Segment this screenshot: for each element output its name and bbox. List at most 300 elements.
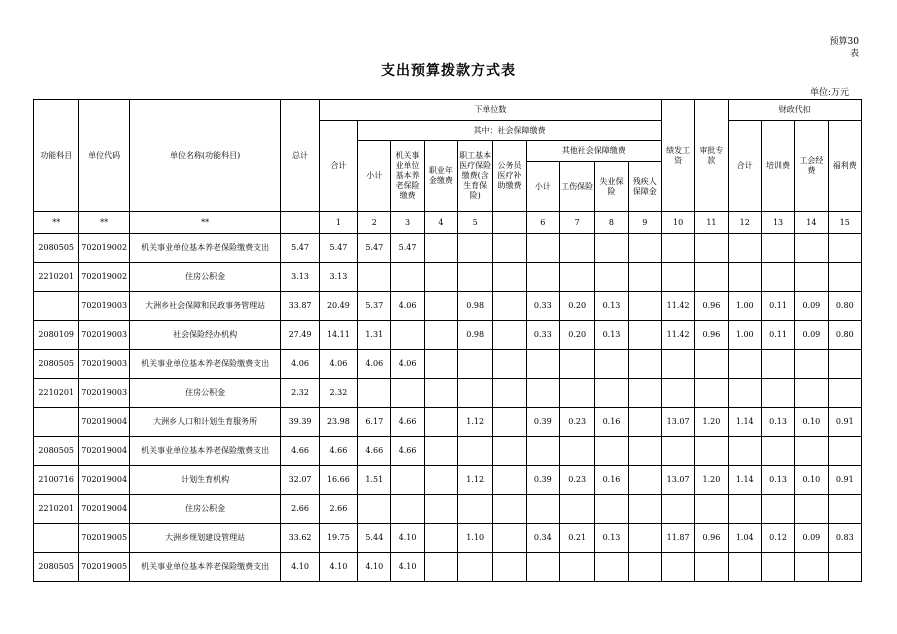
table-cell — [493, 321, 526, 350]
table-cell — [493, 408, 526, 437]
table-cell — [595, 495, 628, 524]
index-cell: 10 — [661, 212, 694, 234]
table-cell: 4.10 — [391, 524, 424, 553]
table-cell — [828, 234, 862, 263]
table-cell: 4.10 — [281, 553, 319, 582]
table-cell — [828, 350, 862, 379]
header-unemployment: 失业保险 — [595, 162, 628, 212]
table-cell: 2210201 — [34, 495, 79, 524]
table-cell — [34, 408, 79, 437]
table-cell — [695, 263, 728, 292]
table-cell — [728, 553, 761, 582]
index-cell: 2 — [358, 212, 391, 234]
table-cell — [695, 234, 728, 263]
table-cell: 5.47 — [358, 234, 391, 263]
table-row — [34, 524, 862, 553]
table-cell: 702019002 — [79, 263, 129, 292]
table-cell: 0.21 — [559, 524, 594, 553]
table-cell — [424, 553, 457, 582]
index-cell: 4 — [424, 212, 457, 234]
table-number-line1: 预算30 — [829, 37, 859, 47]
table-cell — [595, 437, 628, 466]
table-cell — [424, 292, 457, 321]
table-cell — [828, 263, 862, 292]
table-cell: 2080109 — [34, 321, 79, 350]
table-cell: 1.31 — [358, 321, 391, 350]
table-number — [830, 36, 859, 60]
header-total: 总计 — [281, 100, 319, 212]
table-cell — [424, 408, 457, 437]
table-cell: 0.33 — [526, 321, 559, 350]
unit-name-cell: 社会保险经办机构 — [129, 321, 280, 350]
table-row — [34, 292, 862, 321]
table-cell — [458, 350, 493, 379]
table-cell: 5.47 — [319, 234, 357, 263]
table-cell — [828, 437, 862, 466]
index-cell: 5 — [458, 212, 493, 234]
table-cell: 702019004 — [79, 437, 129, 466]
table-cell — [728, 350, 761, 379]
table-row — [34, 466, 862, 495]
table-cell — [628, 495, 661, 524]
header-ss-subtotal: 小计 — [358, 141, 391, 212]
table-cell — [458, 553, 493, 582]
unit-label: 单位:万元 — [809, 88, 849, 98]
table-cell: 0.96 — [695, 321, 728, 350]
table-row — [34, 437, 862, 466]
column-index-row — [34, 212, 862, 234]
table-cell: 33.62 — [281, 524, 319, 553]
table-cell — [661, 350, 694, 379]
table-cell: 27.49 — [281, 321, 319, 350]
index-cell: ** — [34, 212, 79, 234]
table-cell — [795, 263, 828, 292]
table-cell — [695, 553, 728, 582]
header-pension: 机关事业单位基本养老保险缴费 — [391, 141, 424, 212]
table-cell: 0.09 — [795, 524, 828, 553]
table-cell — [391, 263, 424, 292]
table-cell: 4.66 — [319, 437, 357, 466]
table-cell: 5.47 — [281, 234, 319, 263]
table-cell — [424, 495, 457, 524]
table-cell: 11.42 — [661, 321, 694, 350]
table-cell — [595, 263, 628, 292]
table-cell — [526, 350, 559, 379]
table-cell — [493, 553, 526, 582]
table-cell: 0.16 — [595, 466, 628, 495]
table-cell — [728, 379, 761, 408]
table-cell: 702019004 — [79, 495, 129, 524]
table-cell — [424, 234, 457, 263]
table-cell: 32.07 — [281, 466, 319, 495]
table-cell: 3.13 — [281, 263, 319, 292]
table-cell: 0.98 — [458, 321, 493, 350]
table-cell: 0.20 — [559, 292, 594, 321]
table-cell: 0.80 — [828, 292, 862, 321]
table-cell — [795, 379, 828, 408]
table-cell: 2080505 — [34, 350, 79, 379]
table-cell: 702019005 — [79, 553, 129, 582]
table-cell — [559, 234, 594, 263]
table-cell: 5.47 — [391, 234, 424, 263]
unit-name-cell: 住房公积金 — [129, 379, 280, 408]
table-cell — [795, 234, 828, 263]
table-cell — [728, 437, 761, 466]
table-cell: 2.66 — [319, 495, 357, 524]
table-cell: 0.10 — [795, 466, 828, 495]
index-cell: 15 — [828, 212, 862, 234]
table-cell — [458, 234, 493, 263]
header-performance: 绩发工资 — [661, 100, 694, 212]
table-cell: 39.39 — [281, 408, 319, 437]
table-cell — [661, 437, 694, 466]
unit-name-cell: 机关事业单位基本养老保险缴费支出 — [129, 437, 280, 466]
table-cell — [828, 495, 862, 524]
table-cell — [695, 379, 728, 408]
table-cell — [493, 292, 526, 321]
unit-name-cell: 大洲乡规划建设管理站 — [129, 524, 280, 553]
header-union: 工会经费 — [795, 121, 828, 212]
header-civil-medical: 公务员医疗补助缴费 — [493, 141, 526, 212]
table-cell: 2080505 — [34, 553, 79, 582]
table-cell — [424, 437, 457, 466]
index-cell: ** — [129, 212, 280, 234]
table-row — [34, 553, 862, 582]
index-cell: 8 — [595, 212, 628, 234]
table-cell: 702019005 — [79, 524, 129, 553]
table-cell — [628, 466, 661, 495]
index-cell: 9 — [628, 212, 661, 234]
table-cell — [661, 234, 694, 263]
index-cell: 6 — [526, 212, 559, 234]
budget-table — [33, 99, 862, 582]
table-cell: 23.98 — [319, 408, 357, 437]
table-cell: 2080505 — [34, 437, 79, 466]
table-cell — [458, 379, 493, 408]
table-cell — [595, 379, 628, 408]
table-cell: 0.11 — [761, 292, 794, 321]
table-cell: 2.32 — [319, 379, 357, 408]
table-cell: 702019002 — [79, 234, 129, 263]
table-cell: 2.32 — [281, 379, 319, 408]
table-cell — [728, 234, 761, 263]
header-unit-name: 单位名称(功能科目) — [129, 100, 280, 212]
table-cell: 0.10 — [795, 408, 828, 437]
table-cell: 0.11 — [761, 321, 794, 350]
table-cell: 19.75 — [319, 524, 357, 553]
header-other-social: 其他社会保障缴费 — [526, 141, 661, 162]
table-cell — [458, 437, 493, 466]
table-cell — [795, 437, 828, 466]
table-cell: 4.06 — [391, 350, 424, 379]
table-cell — [828, 553, 862, 582]
header-annuity: 职业年金缴费 — [424, 141, 457, 212]
table-cell: 0.83 — [828, 524, 862, 553]
index-cell — [493, 212, 526, 234]
table-row — [34, 495, 862, 524]
table-cell: 702019003 — [79, 350, 129, 379]
table-cell: 0.13 — [595, 524, 628, 553]
table-cell — [761, 379, 794, 408]
table-cell: 0.23 — [559, 466, 594, 495]
header-func-code: 功能科目 — [34, 100, 79, 212]
header-fiscal: 财政代扣 — [728, 100, 861, 121]
table-cell — [493, 234, 526, 263]
table-cell — [761, 234, 794, 263]
table-cell — [493, 495, 526, 524]
table-cell — [795, 495, 828, 524]
table-cell: 0.39 — [526, 466, 559, 495]
table-cell: 0.91 — [828, 466, 862, 495]
table-cell — [424, 350, 457, 379]
table-cell — [795, 350, 828, 379]
unit-name-cell: 住房公积金 — [129, 495, 280, 524]
table-cell — [761, 263, 794, 292]
table-cell: 13.07 — [661, 408, 694, 437]
table-cell: 4.10 — [319, 553, 357, 582]
table-cell — [493, 263, 526, 292]
table-cell: 4.10 — [358, 553, 391, 582]
table-cell: 11.42 — [661, 292, 694, 321]
table-row — [34, 234, 862, 263]
table-cell — [424, 379, 457, 408]
table-cell: 1.04 — [728, 524, 761, 553]
table-cell — [728, 263, 761, 292]
table-cell — [628, 524, 661, 553]
table-cell: 4.06 — [358, 350, 391, 379]
table-cell — [424, 321, 457, 350]
header-training: 培训费 — [761, 121, 794, 212]
table-cell: 13.07 — [661, 466, 694, 495]
table-cell — [559, 437, 594, 466]
table-cell: 1.20 — [695, 408, 728, 437]
table-cell — [34, 524, 79, 553]
table-cell: 0.09 — [795, 292, 828, 321]
table-cell: 0.91 — [828, 408, 862, 437]
table-cell: 0.13 — [595, 321, 628, 350]
unit-name-cell: 计划生育机构 — [129, 466, 280, 495]
table-cell: 0.34 — [526, 524, 559, 553]
table-cell — [661, 495, 694, 524]
table-cell — [526, 495, 559, 524]
table-cell — [628, 379, 661, 408]
table-cell: 2210201 — [34, 379, 79, 408]
table-cell — [493, 350, 526, 379]
table-cell: 1.51 — [358, 466, 391, 495]
unit-name-cell: 机关事业单位基本养老保险缴费支出 — [129, 350, 280, 379]
table-cell: 702019003 — [79, 321, 129, 350]
index-cell — [281, 212, 319, 234]
table-cell: 2100716 — [34, 466, 79, 495]
table-cell: 0.09 — [795, 321, 828, 350]
index-cell: 14 — [795, 212, 828, 234]
table-cell: 33.87 — [281, 292, 319, 321]
table-cell: 4.06 — [319, 350, 357, 379]
table-cell: 0.13 — [761, 408, 794, 437]
table-cell: 16.66 — [319, 466, 357, 495]
header-disabled: 残疾人保障金 — [628, 162, 661, 212]
index-cell: 13 — [761, 212, 794, 234]
table-row — [34, 263, 862, 292]
table-cell — [526, 553, 559, 582]
table-cell — [391, 379, 424, 408]
table-cell — [595, 234, 628, 263]
table-cell — [695, 437, 728, 466]
table-cell: 5.37 — [358, 292, 391, 321]
table-cell: 0.39 — [526, 408, 559, 437]
table-cell: 14.11 — [319, 321, 357, 350]
table-cell — [358, 379, 391, 408]
table-cell: 0.23 — [559, 408, 594, 437]
table-cell — [358, 495, 391, 524]
table-cell — [493, 437, 526, 466]
table-cell — [493, 466, 526, 495]
table-cell — [761, 350, 794, 379]
table-cell: 4.10 — [391, 553, 424, 582]
table-cell: 4.06 — [281, 350, 319, 379]
table-cell — [761, 437, 794, 466]
table-cell — [526, 437, 559, 466]
header-approved: 审批专款 — [695, 100, 728, 212]
header-subtotal-sum: 合计 — [319, 121, 357, 212]
table-cell — [628, 234, 661, 263]
table-row — [34, 379, 862, 408]
index-cell: 3 — [391, 212, 424, 234]
table-cell — [695, 495, 728, 524]
index-cell: ** — [79, 212, 129, 234]
header-welfare: 福利费 — [828, 121, 862, 212]
table-cell: 1.12 — [458, 408, 493, 437]
header-fiscal-sum: 合计 — [728, 121, 761, 212]
table-cell — [458, 263, 493, 292]
table-cell — [695, 350, 728, 379]
table-cell — [493, 524, 526, 553]
table-cell — [628, 321, 661, 350]
table-cell — [391, 466, 424, 495]
header-social-security: 其中：社会保障缴费 — [358, 121, 662, 141]
table-cell: 1.00 — [728, 321, 761, 350]
table-cell — [391, 321, 424, 350]
table-cell: 702019003 — [79, 379, 129, 408]
table-cell: 0.96 — [695, 524, 728, 553]
table-cell: 3.13 — [319, 263, 357, 292]
page-title: 支出预算拨款方式表 — [381, 63, 516, 79]
table-cell: 20.49 — [319, 292, 357, 321]
index-cell: 1 — [319, 212, 357, 234]
table-cell — [661, 553, 694, 582]
table-cell: 2210201 — [34, 263, 79, 292]
table-cell: 0.12 — [761, 524, 794, 553]
table-cell — [34, 292, 79, 321]
table-cell — [358, 263, 391, 292]
table-cell: 702019003 — [79, 292, 129, 321]
table-cell: 2080505 — [34, 234, 79, 263]
table-cell — [628, 292, 661, 321]
header-lower-units: 下单位数 — [319, 100, 661, 121]
unit-name-cell: 机关事业单位基本养老保险缴费支出 — [129, 553, 280, 582]
table-cell: 4.66 — [281, 437, 319, 466]
table-cell — [761, 553, 794, 582]
table-cell — [424, 524, 457, 553]
table-cell: 5.44 — [358, 524, 391, 553]
table-cell — [728, 495, 761, 524]
table-cell — [424, 263, 457, 292]
table-cell — [595, 350, 628, 379]
table-cell — [391, 495, 424, 524]
table-cell — [493, 379, 526, 408]
table-cell: 4.06 — [391, 292, 424, 321]
header-unit-code: 单位代码 — [79, 100, 129, 212]
header-medical: 职工基本医疗保险缴费(含生育保险) — [458, 141, 493, 212]
table-cell: 0.96 — [695, 292, 728, 321]
table-cell: 0.13 — [595, 292, 628, 321]
table-cell: 0.16 — [595, 408, 628, 437]
unit-name-cell: 机关事业单位基本养老保险缴费支出 — [129, 234, 280, 263]
table-cell — [628, 553, 661, 582]
table-cell — [559, 495, 594, 524]
unit-name-cell: 大洲乡人口和计划生育服务所 — [129, 408, 280, 437]
header-other-subtotal: 小计 — [526, 162, 559, 212]
table-cell — [458, 495, 493, 524]
table-cell: 1.20 — [695, 466, 728, 495]
table-cell — [559, 379, 594, 408]
table-cell: 0.20 — [559, 321, 594, 350]
table-cell: 0.98 — [458, 292, 493, 321]
table-cell — [526, 379, 559, 408]
table-cell: 1.14 — [728, 466, 761, 495]
table-cell — [526, 263, 559, 292]
table-cell — [795, 553, 828, 582]
table-cell — [628, 437, 661, 466]
table-row — [34, 321, 862, 350]
table-number-line2: 表 — [849, 49, 859, 59]
table-cell: 4.66 — [358, 437, 391, 466]
table-cell: 11.87 — [661, 524, 694, 553]
index-cell: 12 — [728, 212, 761, 234]
header-injury: 工伤保险 — [559, 162, 594, 212]
table-row — [34, 408, 862, 437]
table-cell — [559, 350, 594, 379]
table-cell: 4.66 — [391, 437, 424, 466]
table-cell — [559, 553, 594, 582]
table-cell: 1.12 — [458, 466, 493, 495]
table-cell — [595, 553, 628, 582]
table-cell — [559, 263, 594, 292]
table-row — [34, 350, 862, 379]
table-cell: 0.80 — [828, 321, 862, 350]
table-cell — [661, 379, 694, 408]
table-cell: 2.66 — [281, 495, 319, 524]
table-cell — [628, 263, 661, 292]
table-cell: 0.33 — [526, 292, 559, 321]
table-cell: 1.00 — [728, 292, 761, 321]
table-cell — [828, 379, 862, 408]
table-cell — [628, 408, 661, 437]
table-cell: 702019004 — [79, 466, 129, 495]
table-cell — [424, 466, 457, 495]
unit-name-cell: 住房公积金 — [129, 263, 280, 292]
table-cell: 1.14 — [728, 408, 761, 437]
table-cell — [526, 234, 559, 263]
index-cell: 7 — [559, 212, 594, 234]
index-cell: 11 — [695, 212, 728, 234]
table-cell: 0.13 — [761, 466, 794, 495]
table-cell: 1.10 — [458, 524, 493, 553]
table-cell — [761, 495, 794, 524]
unit-name-cell: 大洲乡社会保障和民政事务管理站 — [129, 292, 280, 321]
table-cell — [661, 263, 694, 292]
table-cell: 6.17 — [358, 408, 391, 437]
